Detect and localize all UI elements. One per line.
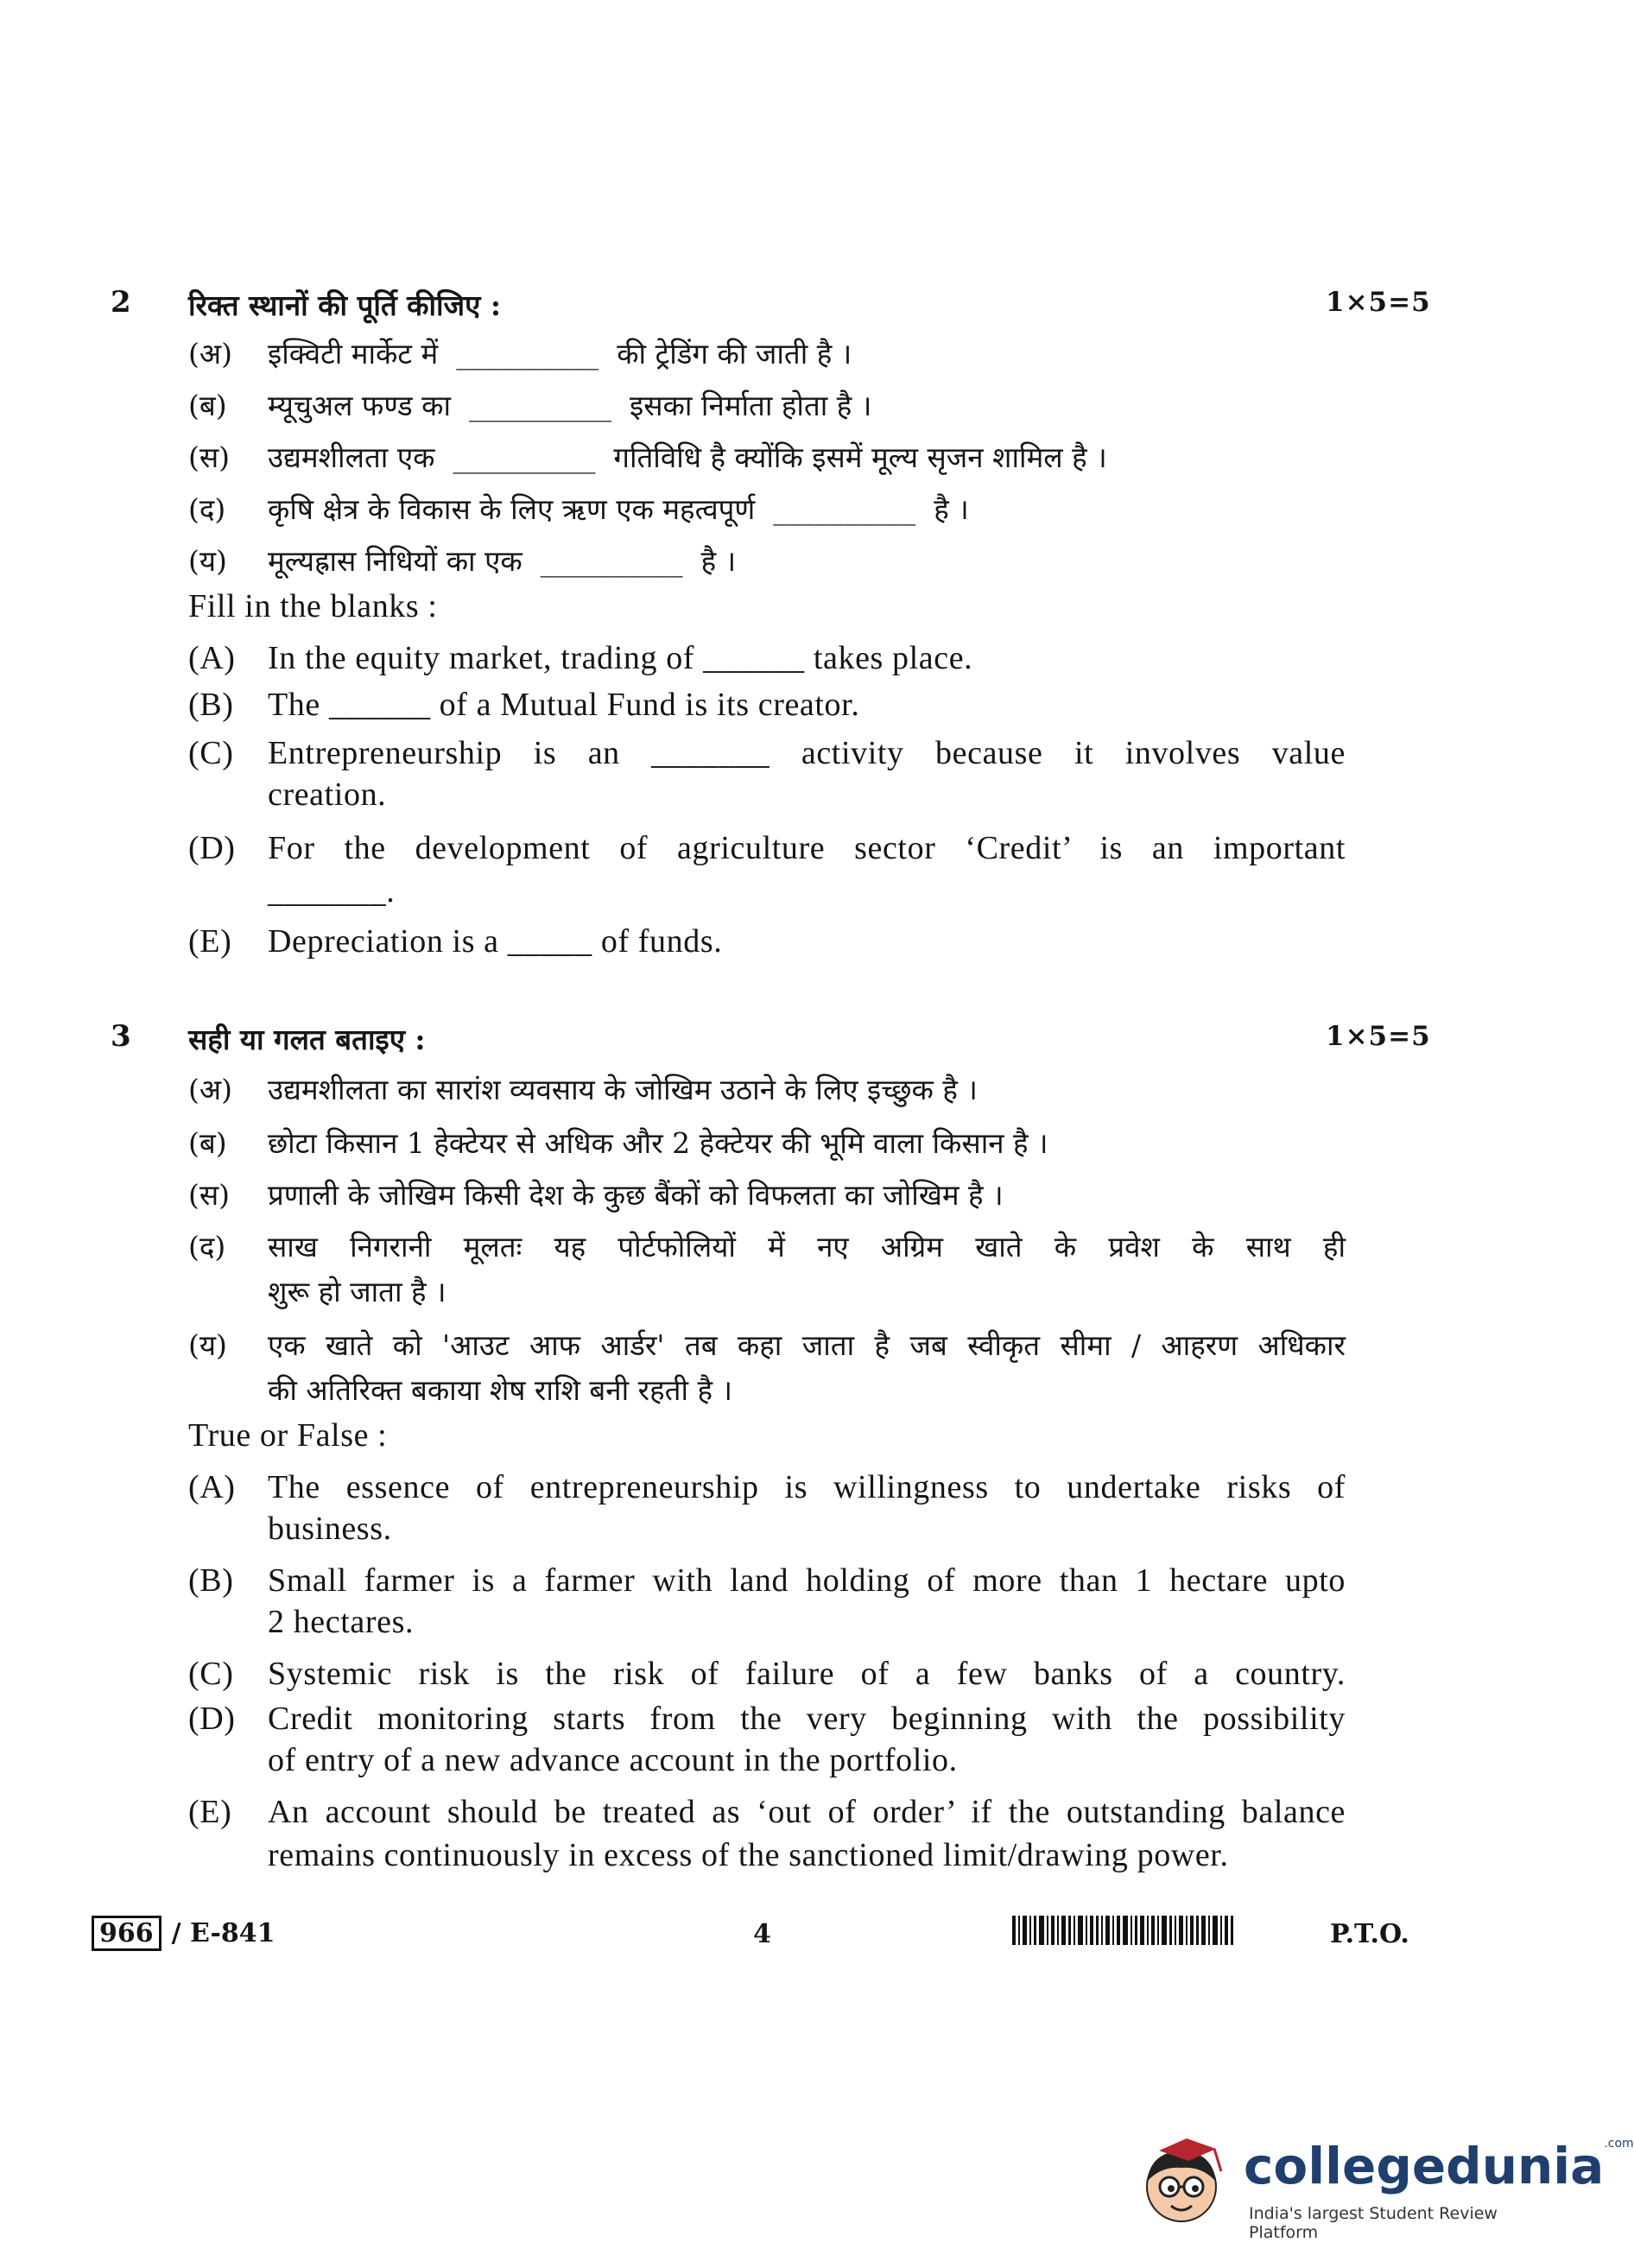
question-3-heading-hindi: सही या गलत बताइए : <box>188 1023 426 1056</box>
q3-english-item-e-continued: remains continuously in excess of the sanctioned limit/drawing power. <box>268 1837 1229 1873</box>
q3-hindi-item-e-continued: की अतिरिक्त बकाया शेष राशि बनी रहती है । <box>268 1373 732 1407</box>
question-2-heading-hindi: रिक्त स्थानों की पूर्ति कीजिए : <box>188 288 502 322</box>
question-2-number: 2 <box>111 285 131 320</box>
collegedunia-tagline: India's largest Student Review Platform <box>1249 2204 1498 2242</box>
q3-english-item-b-continued: 2 hectares. <box>268 1604 415 1640</box>
collegedunia-com: .com <box>1604 2137 1634 2151</box>
question-2-marks: 1×5=5 <box>1326 287 1431 318</box>
pto-label: P.T.O. <box>1330 1919 1409 1949</box>
paper-series: / E-841 <box>171 1918 276 1948</box>
question-2-heading-english: Fill in the blanks : <box>188 588 438 624</box>
paper-code <box>92 1916 276 1951</box>
barcode <box>1012 1916 1306 1945</box>
q3-english-item-d-continued: of entry of a new advance account in the portfolio. <box>268 1742 958 1778</box>
collegedunia-logo <box>1244 2137 1634 2195</box>
q3-hindi-item-d-continued: शुरू हो जाता है । <box>268 1275 446 1308</box>
collegedunia-mascot-icon <box>1133 2132 1237 2235</box>
q3-english-item-a-continued: business. <box>268 1511 392 1547</box>
q2-english-item-d-continued: _______. <box>268 873 396 909</box>
collegedunia-brand: collegedunia <box>1244 2137 1605 2195</box>
question-3-number: 3 <box>111 1019 131 1054</box>
paper-code-number: 966 <box>92 1916 162 1951</box>
question-3-heading-english: True or False : <box>188 1417 388 1454</box>
page-number: 4 <box>753 1919 771 1949</box>
q2-english-item-c-continued: creation. <box>268 776 387 813</box>
question-3-marks: 1×5=5 <box>1326 1021 1431 1052</box>
